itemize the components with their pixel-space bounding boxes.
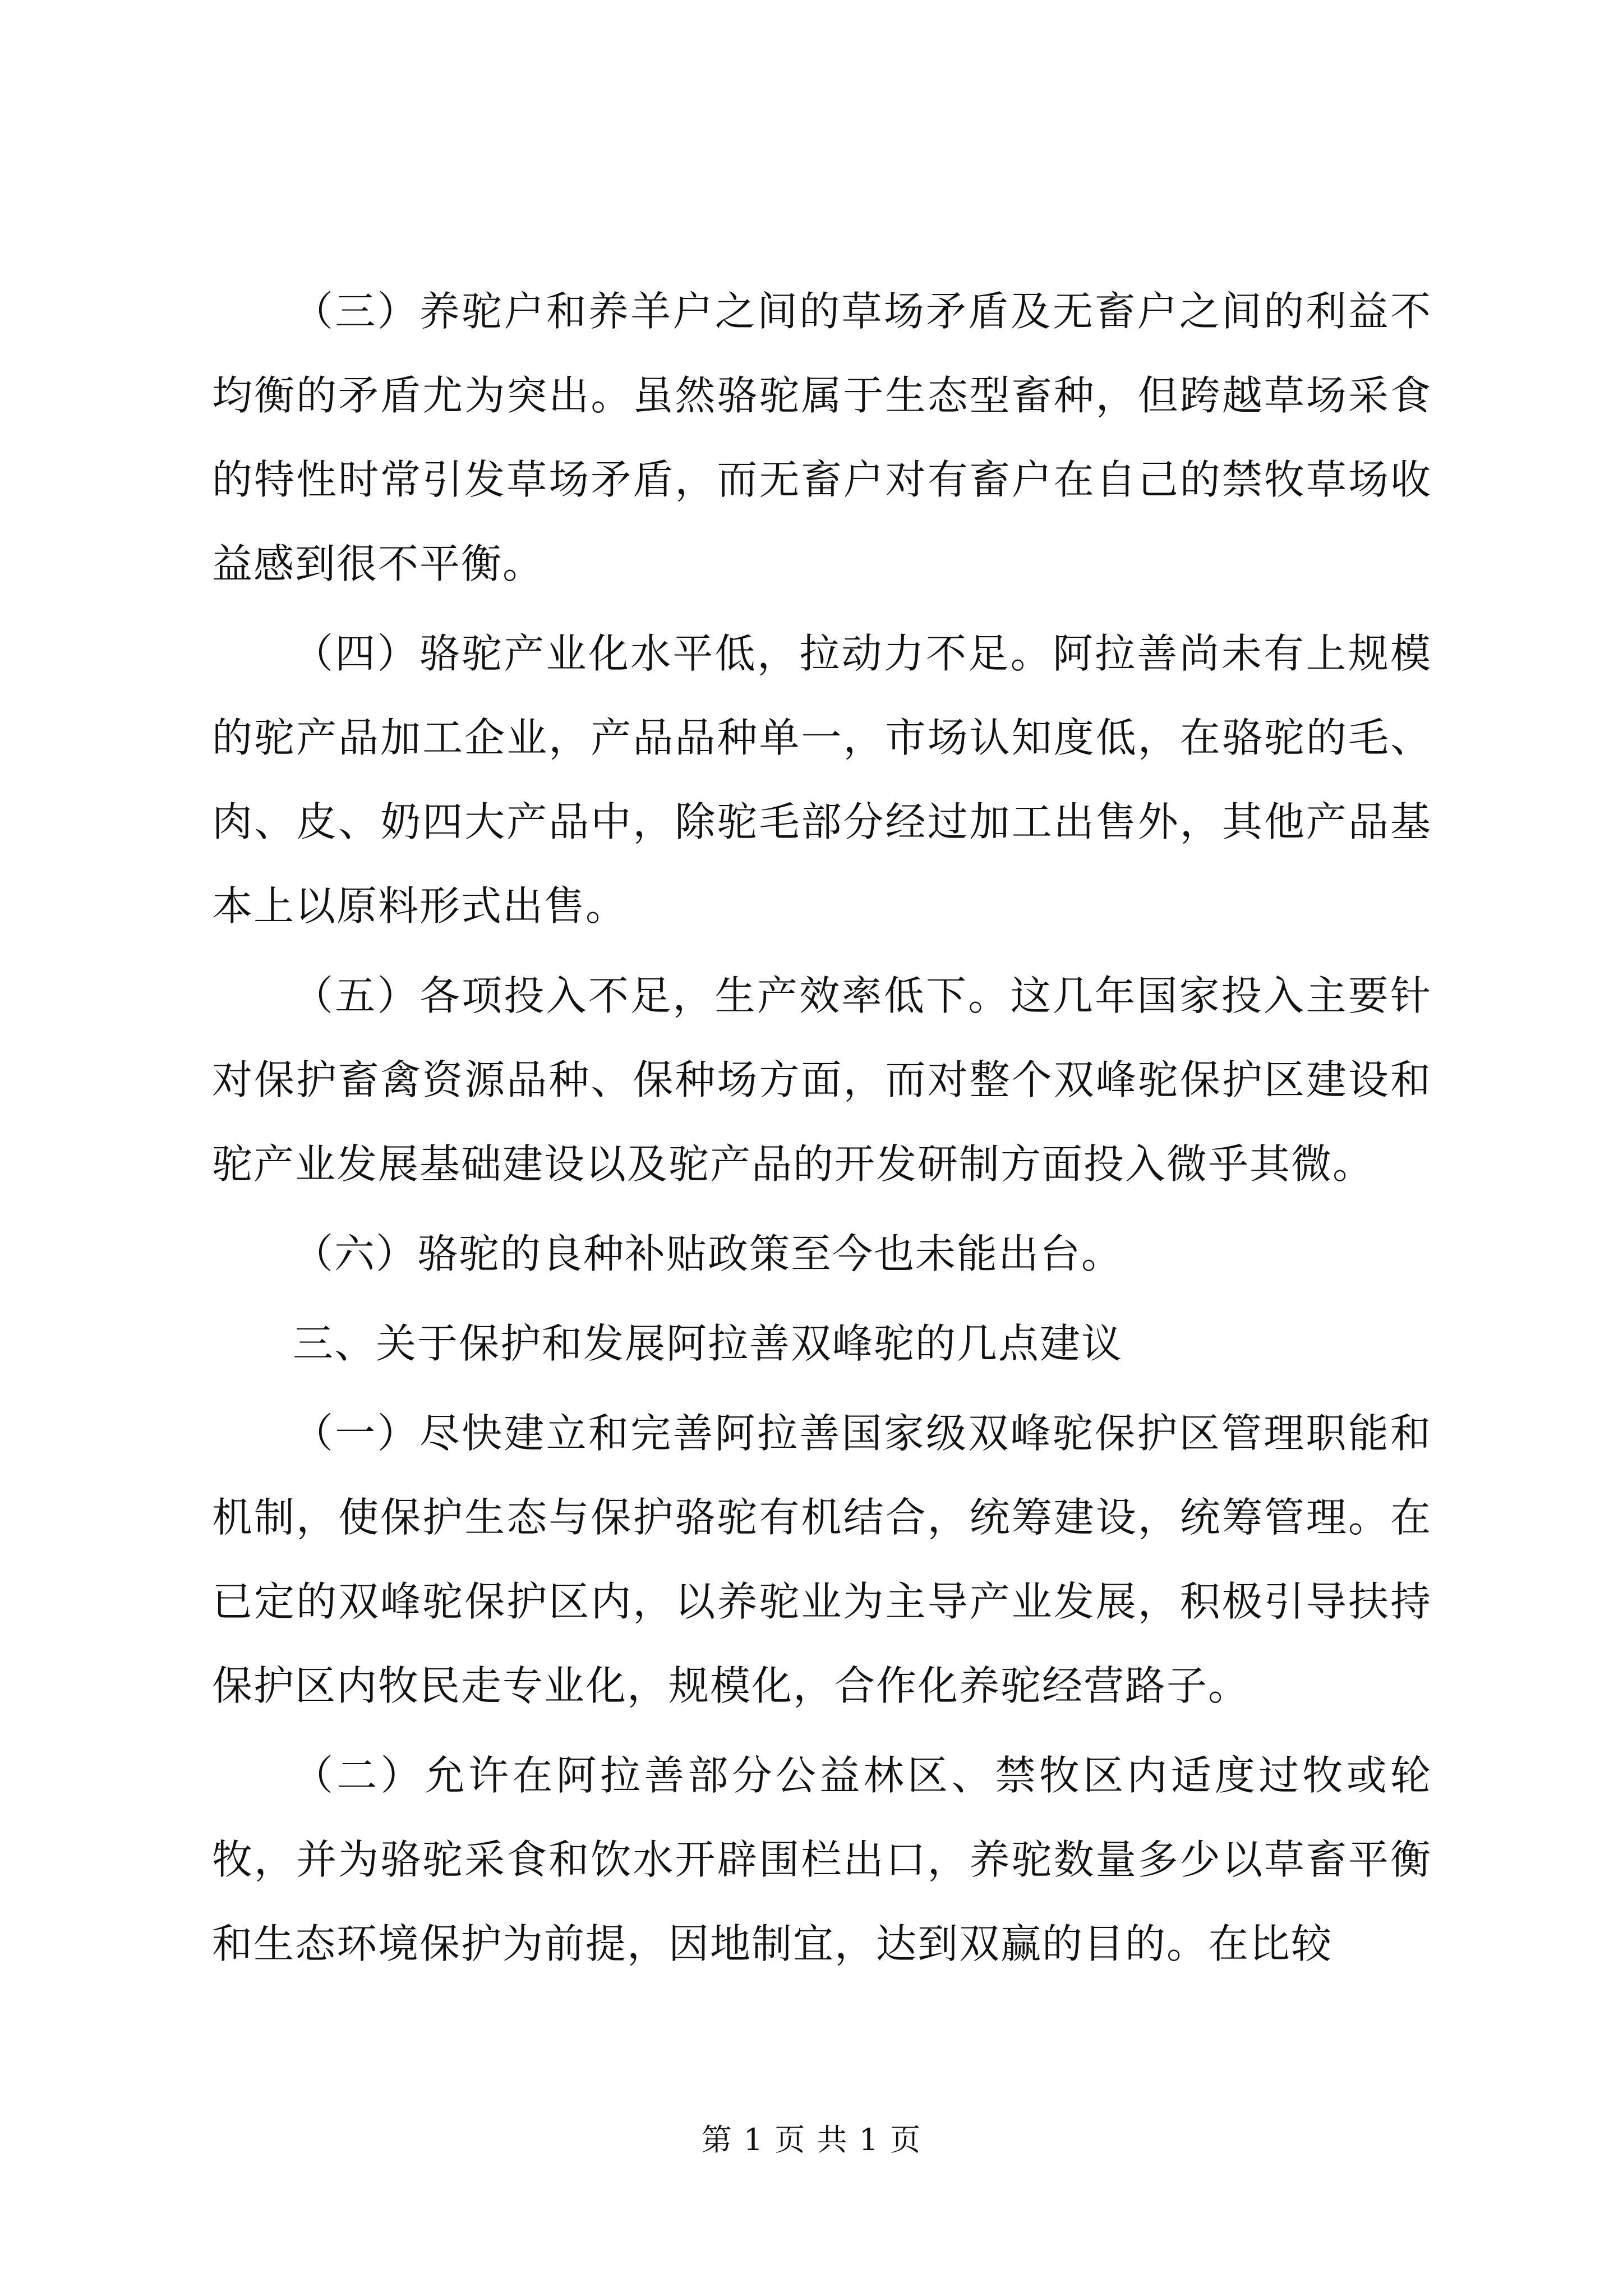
paragraph-san: （三）养驼户和养羊户之间的草场矛盾及无畜户之间的利益不均衡的矛盾尤为突出。虽然骆驼属于生态型畜种，但跨越草场采食的特性时常引发草场矛盾，而无畜户对有畜户在自己的禁牧草场收益感到很不平衡。 <box>212 288 1432 587</box>
paragraph-wu: （五）各项投入不足，生产效率低下。这几年国家投入主要针对保护畜禽资源品种、保种场方面，而对整个双峰驼保护区建设和驼产业发展基础建设以及驼产品的开发研制方面投入微乎其微。 <box>212 972 1432 1188</box>
paragraph-si: （四）骆驼产业化水平低，拉动力不足。阿拉善尚未有上规模的驼产品加工企业，产品品种单一，市场认知度低，在骆驼的毛、肉、皮、奶四大产品中，除驼毛部分经过加工出售外，其他产品基本上以原料形式出售。 <box>212 630 1432 930</box>
paragraph-yi: （一）尽快建立和完善阿拉善国家级双峰驼保护区管理职能和机制，使保护生态与保护骆驼有机结合，统筹建设，统筹管理。在已定的双峰驼保护区内，以养驼业为主导产业发展，积极引导扶持保护区内牧民走专业化，规模化，合作化养驼经营路子。 <box>212 1410 1432 1709</box>
paragraph-liu: （六）骆驼的良种补贴政策至今也未能出台。 <box>293 1230 1123 1277</box>
paragraph-er: （二）允许在阿拉善部分公益林区、禁牧区内适度过牧或轮牧，并为骆驼采食和饮水开辟围栏出口，养驼数量多少以草畜平衡和生态环境保护为前提，因地制宜，达到双赢的目的。在比较 <box>212 1752 1432 1967</box>
section-heading: 三、关于保护和发展阿拉善双峰驼的几点建议 <box>293 1320 1123 1367</box>
document-body <box>212 269 1432 1991</box>
page-footer: 第 1 页 共 1 页 <box>701 2122 922 2157</box>
